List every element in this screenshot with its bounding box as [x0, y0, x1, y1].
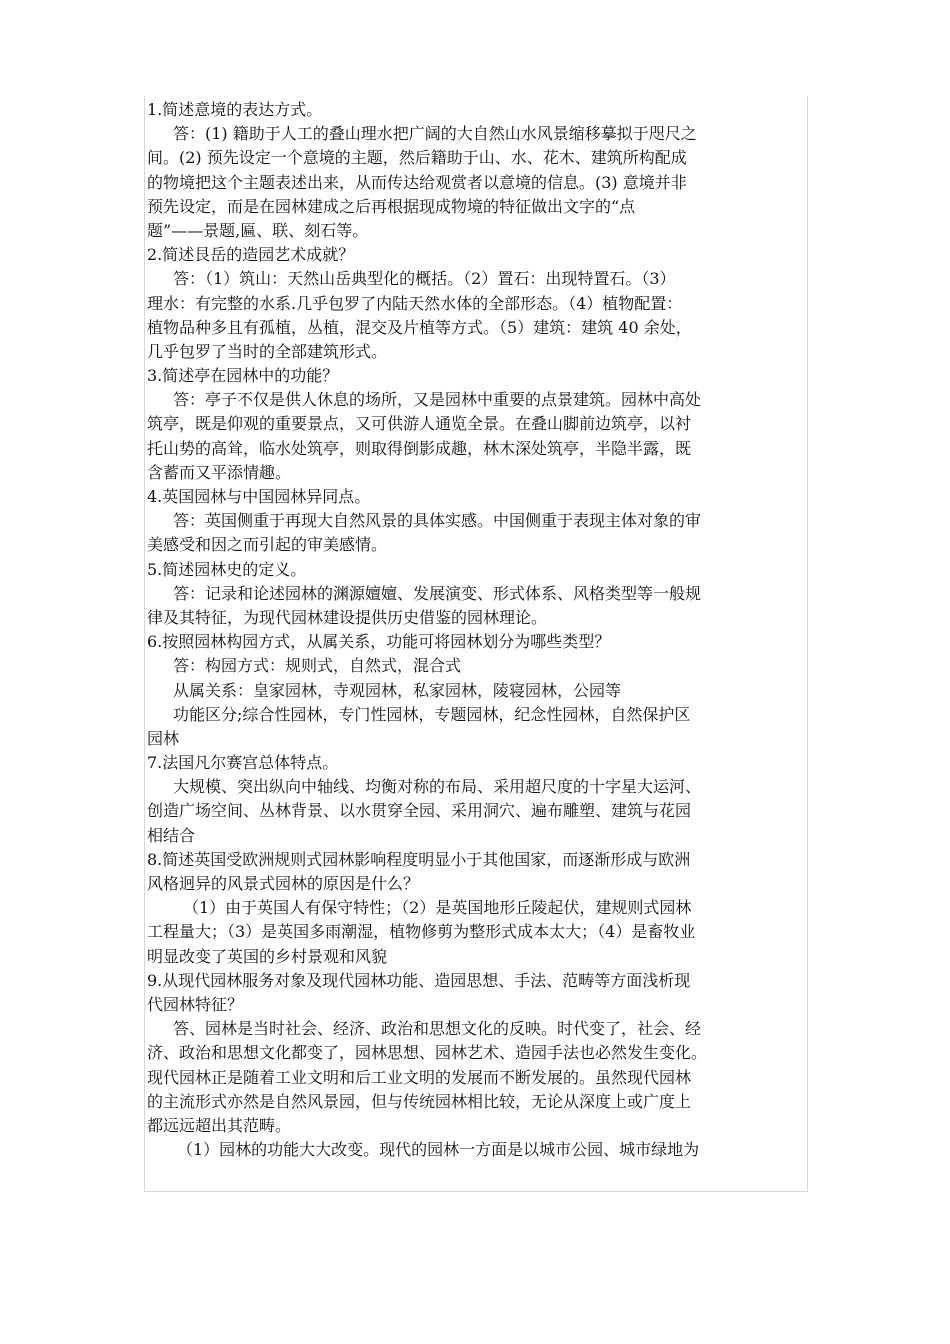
text-line: 相结合 [147, 825, 196, 845]
text-line: 从属关系：皇家园林，寺观园林，私家园林，陵寝园林，公园等 [173, 680, 622, 700]
text-line: 代园林特征？ [147, 994, 244, 1014]
text-line: 筑亭，既是仰观的重要景点，又可供游人通览全景。在叠山脚前边筑亭，以衬 [147, 414, 692, 434]
text-line: 的物境把这个主题表述出来，从而传达给观赏者以意境的信息。(3) 意境并非 [147, 172, 687, 192]
text-line: 4.英国园林与中国园林异同点。 [147, 487, 371, 506]
text-line: 都远远超出其范畴。 [147, 1115, 292, 1135]
text-line: 创造广场空间、丛林背景、以水贯穿全园、采用洞穴、遍布雕塑、建筑与花园 [147, 801, 692, 821]
text-line: 大规模、突出纵向中轴线、均衡对称的布局、采用超尺度的十字星大运河、 [173, 777, 702, 797]
text-line: 明显改变了英国的乡村景观和风貌 [147, 946, 388, 966]
text-line: 答、园林是当时社会、经济、政治和思想文化的反映。时代变了，社会、经 [173, 1019, 702, 1039]
text-line: 植物品种多且有孤植，丛植，混交及片植等方式。（5）建筑：建筑 40 余处， [147, 317, 692, 337]
text-line: 现代园林正是随着工业文明和后工业文明的发展而不断发展的。虽然现代园林 [147, 1067, 692, 1087]
text-line: 1.简述意境的表达方式。 [147, 100, 323, 119]
text-line: 风格迥异的风景式园林的原因是什么？ [147, 874, 420, 893]
text-line: 答：(1) 籍助于人工的叠山理水把广阔的大自然山水风景缩移摹拟于咫尺之 [173, 124, 697, 144]
text-line: 9.从现代园林服务对象及现代园林功能、造园思想、手法、范畴等方面浅析现 [147, 970, 691, 990]
text-line: 3.简述亭在园林中的功能？ [147, 366, 339, 386]
text-line: 律及其特征，为现代园林建设提供历史借鉴的园林理论。 [147, 607, 548, 627]
text-line: 题”——景题,匾、联、刻石等。 [147, 220, 369, 240]
text-line: 预先设定，而是在园林建成之后再根据现成物境的特征做出文字的“点 [147, 196, 636, 216]
text-line: 8.简述英国受欧洲规则式园林影响程度明显小于其他国家，而逐渐形成与欧洲 [147, 849, 691, 869]
text-line: 答：（1）筑山：天然山岳典型化的概括。（2）置石：出现特置石。（3） [173, 269, 676, 289]
text-line: 答：亭子不仅是供人休息的场所，又是园林中重要的点景建筑。园林中高处 [173, 390, 702, 410]
document-page [144, 96, 808, 1192]
text-line: 工程量大；（3）是英国多雨潮湿，植物修剪为整形式成本太大；（4）是畜牧业 [147, 922, 696, 942]
text-line: （1）由于英国人有保守特性；（2）是英国地形丘陵起伏，建规则式园林 [183, 898, 692, 918]
document-body [147, 98, 807, 1162]
text-line: 托山势的高耸，临水处筑亭，则取得倒影成趣，林木深处筑亭，半隐半露，既 [147, 438, 692, 458]
text-line: 5.简述园林史的定义。 [147, 559, 307, 579]
text-line: 济、政治和思想文化都变了，园林思想、园林艺术、造园手法也必然发生变化。 [147, 1043, 708, 1063]
text-line: 7.法国凡尔赛宫总体特点。 [147, 753, 339, 773]
text-line: 2.简述艮岳的造园艺术成就？ [147, 245, 355, 265]
text-line: 的主流形式亦然是自然风景园，但与传统园林相比较，无论从深度上或广度上 [147, 1091, 692, 1111]
text-line: 答：英国侧重于再现大自然风景的具体实感。中国侧重于表现主体对象的审 [173, 511, 702, 531]
text-line: 6.按照园林构园方式，从属关系，功能可将园林划分为哪些类型？ [147, 632, 611, 652]
text-line: 美感受和因之而引起的审美感情。 [147, 535, 388, 555]
text-line: 含蓄而又平添情趣。 [147, 462, 292, 482]
text-line: 功能区分;综合性园林，专门性园林，专题园林，纪念性园林，自然保护区 [173, 704, 691, 724]
text-line: （1）园林的功能大大改变。现代的园林一方面是以城市公园、城市绿地为 [177, 1140, 700, 1160]
text-line: 几乎包罗了当时的全部建筑形式。 [147, 341, 388, 361]
text-line: 理水：有完整的水系.几乎包罗了内陆天然水体的全部形态。（4）植物配置： [147, 293, 683, 313]
text-line: 答：记录和论述园林的渊源嬗嬗、发展演变、形式体系、风格类型等一般规 [173, 583, 702, 603]
text-line: 答：构园方式：规则式，自然式，混合式 [173, 656, 462, 676]
text-line: 间。(2) 预先设定一个意境的主题，然后籍助于山、水、花木、建筑所构配成 [147, 148, 687, 168]
text-line: 园林 [147, 728, 180, 748]
